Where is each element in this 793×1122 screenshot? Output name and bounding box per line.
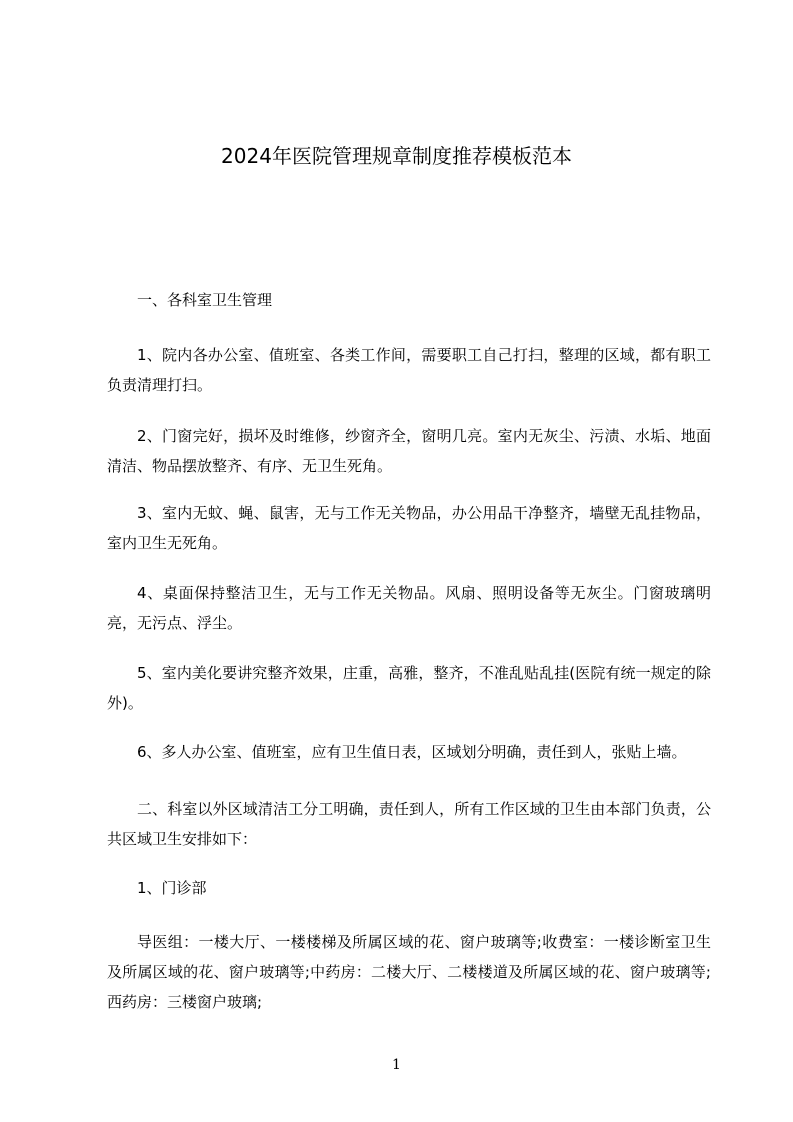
paragraph-item-2: 2、门窗完好，损坏及时维修，纱窗齐全，窗明几亮。室内无灰尘、污渍、水垢、地面清洁、物品摆放整齐、有序、无卫生死角。 <box>107 427 711 475</box>
paragraph-item-6: 6、多人办公室、值班室，应有卫生值日表，区域划分明确，责任到人，张贴上墙。 <box>137 743 687 761</box>
subsection-heading-outpatient: 1、门诊部 <box>137 879 207 897</box>
document-title: 2024年医院管理规章制度推荐模板范本 <box>221 144 572 168</box>
paragraph-assignments: 导医组：一楼大厅、一楼楼梯及所属区域的花、窗户玻璃等;收费室：一楼诊断室卫生及所属区域的花、窗户玻璃等;中药房：二楼大厅、二楼楼道及所属区域的花、窗户玻璃等;西药房：三楼窗户玻璃; <box>107 933 711 1011</box>
paragraph-item-5: 5、室内美化要讲究整齐效果，庄重，高雅，整齐，不准乱贴乱挂(医院有统一规定的除外)。 <box>107 664 711 712</box>
page-number: 1 <box>392 1057 401 1073</box>
section-heading-2: 二、科室以外区域清洁工分工明确，责任到人，所有工作区域的卫生由本部门负责，公共区域卫生安排如下： <box>107 800 711 848</box>
paragraph-item-4: 4、桌面保持整洁卫生，无与工作无关物品。风扇、照明设备等无灰尘。门窗玻璃明亮，无污点、浮尘。 <box>107 584 711 632</box>
paragraph-item-3: 3、室内无蚊、蝇、鼠害，无与工作无关物品，办公用品干净整齐，墙壁无乱挂物品，室内卫生无死角。 <box>107 504 711 552</box>
section-heading-1: 一、各科室卫生管理 <box>137 291 273 309</box>
paragraph-item-1: 1、院内各办公室、值班室、各类工作间，需要职工自己打扫，整理的区域，都有职工负责清理打扫。 <box>107 346 711 394</box>
